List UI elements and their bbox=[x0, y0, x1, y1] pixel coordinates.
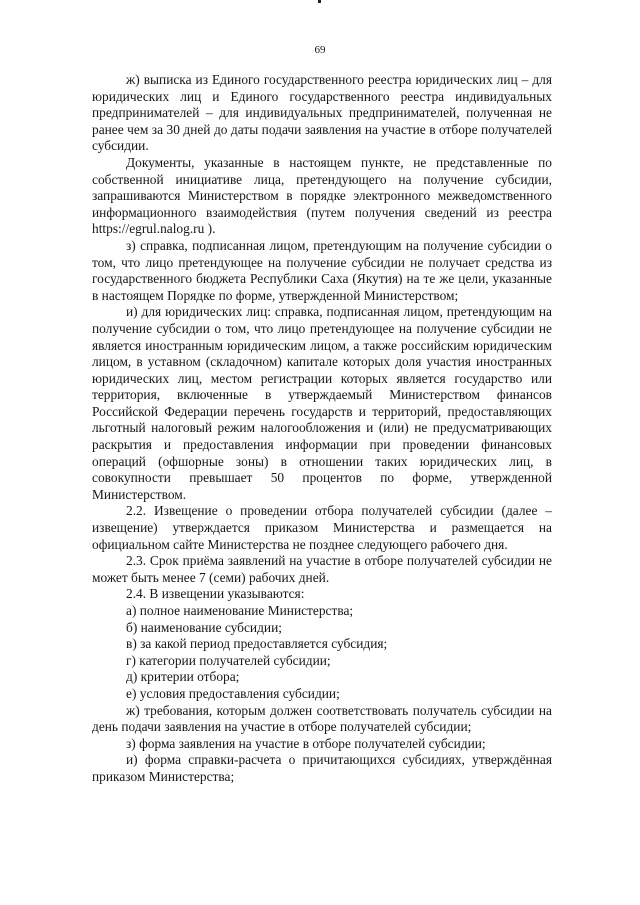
list-item-i: и) форма справки-расчета о причитающихся субсидиях, утверждённая приказом Министерства; bbox=[92, 752, 552, 784]
paragraph-2-3-deadline: 2.3. Срок приёма заявлений на участие в отборе получателей субсидии не может быть менее 7 (семи) рабочих дней. bbox=[92, 553, 552, 585]
document-body bbox=[92, 72, 552, 786]
paragraph-2-2-notice: 2.2. Извещение о проведении отбора получателей субсидии (далее – извещение) утверждается приказом Министерства и размещается на официальном сайте Министерства не позднее следующего рабочего дня. bbox=[92, 503, 552, 552]
paragraph-z-certificate: з) справка, подписанная лицом, претендующим на получение субсидии о том, что лицо претендующее на получение субсидии не получает средства из государственного бюджета Республики Саха (Якутия) на те же цели, указанные в настоящем Порядке по форме, утвержденной Министерством; bbox=[92, 237, 552, 303]
list-item-e: е) условия предоставления субсидии; bbox=[126, 685, 340, 701]
list-item-b: б) наименование субсидии; bbox=[126, 619, 282, 635]
paragraph-i-foreign-entity: и) для юридических лиц: справка, подписанная лицом, претендующим на получение субсидии о том, что лицо претендующее на получение субсидии не является иностранным юридическим лицом, а также российским юридическим лицом, в уставном (складочном) капитале которых доля участия иностранных юридических лиц, местом регистрации которых является государство или территория, включенные в утверждаемый Министерством финансов Российской Федерации перечень государств и территорий, предоставляющих льготный налоговый режим налогообложения и (или) не предусматривающих раскрытия и предоставления информации при проведении финансовых операций (офшорные зоны) в отношении таких юридических лиц, в совокупности превышает 50 процентов по форме, утвержденной Министерством. bbox=[92, 304, 552, 502]
paragraph-documents-request: Документы, указанные в настоящем пункте, не представленные по собственной инициативе лица, претендующего на получение субсидии, запрашиваются Министерством в порядке электронного межведомственного информационного взаимодействия (путем получения сведений из реестра https://egrul.nalog.ru ). bbox=[92, 154, 552, 237]
list-item-z: з) форма заявления на участие в отборе получателей субсидии; bbox=[126, 735, 486, 751]
list-item-d: д) критерии отбора; bbox=[126, 669, 240, 685]
scan-mark bbox=[318, 0, 321, 3]
list-item-zh: ж) требования, которым должен соответствовать получатель субсидии на день подачи заявления на участие в отборе получателей субсидии; bbox=[92, 702, 552, 735]
list-item-a: а) полное наименование Министерства; bbox=[126, 603, 354, 618]
page-number: 69 bbox=[314, 44, 326, 56]
paragraph-2-4-heading: 2.4. В извещении указываются: bbox=[126, 586, 305, 602]
list-item-v: в) за какой период предоставляется субсидия; bbox=[126, 636, 388, 652]
paragraph-zh-egrul: ж) выписка из Единого государственного реестра юридических лиц – для юридических лиц и Единого государственного реестра индивидуальных предпринимателей – для индивидуальных предпринимателей, полученная не ранее чем за 30 дней до даты подачи заявления на участие в отборе получателей субсидии. bbox=[92, 72, 552, 154]
list-item-g: г) категории получателей субсидии; bbox=[126, 652, 331, 668]
